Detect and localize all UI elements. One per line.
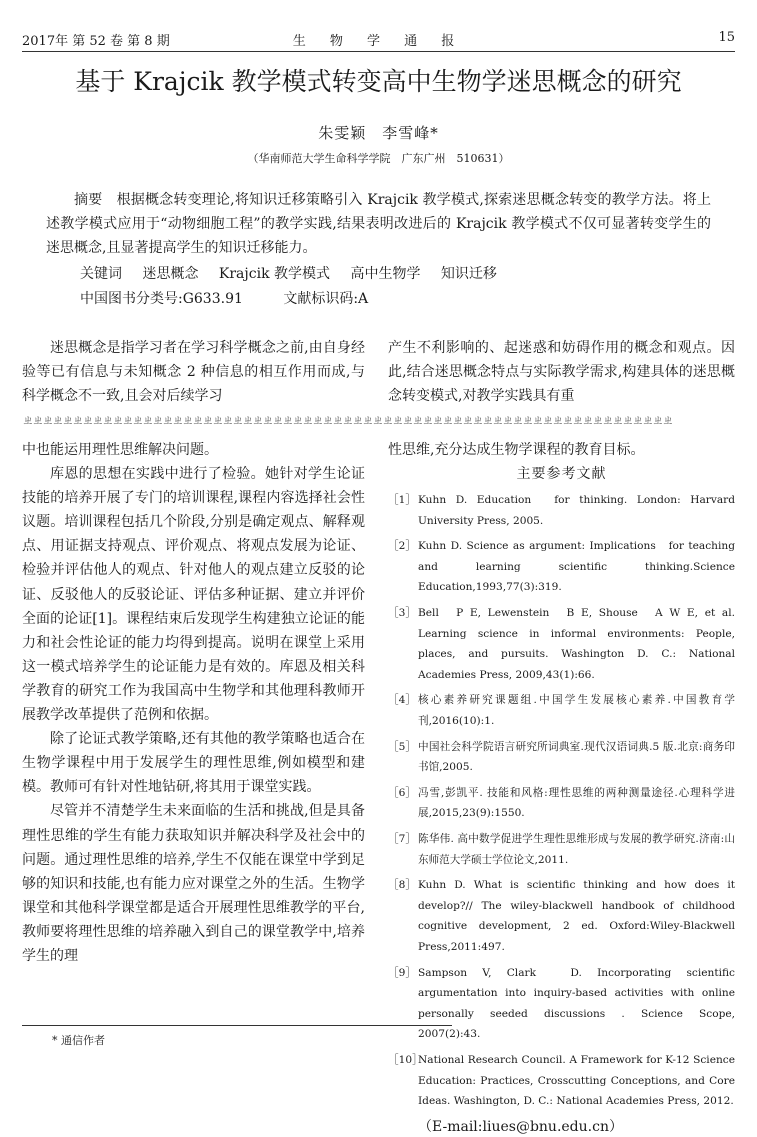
reference-item <box>388 690 735 731</box>
reference-text: Bell P E, Lewenstein B E, Shouse A W E, et al. Learning science in informal environments: People, places, and pursuits. Washington D. C.: National Academies Press, 2009,43(1):66. <box>418 607 735 681</box>
reference-number: ［3］ <box>388 607 416 620</box>
reference-text: Sampson V, Clark D. Incorporating scientific argumentation into inquiry-based activities with online personally seeded discussions . Science Scope, 2007(2):43. <box>418 966 735 1041</box>
affiliation: （华南师范大学生命科学学院 广东广州 510631） <box>247 152 510 165</box>
reference-item <box>388 963 735 1045</box>
reference-text: 冯雪,彭凯平. 技能和风格:理性思维的两种测量途径.心理科学进展,2015,23(9):1550. <box>418 786 735 820</box>
left-column <box>22 438 365 968</box>
paragraph: 尽管并不清楚学生未来面临的生活和挑战,但是具备理性思维的学生有能力获取知识并解决科学及社会中的问题。通过理性思维的培养,学生不仅能在课堂中学到足够的知识和技能,也有能力应对课堂之外的生活。生物学课堂和其他科学课堂都是适合开展理性思维教学的平台,教师要将理性思维的培养融入到自己的课堂教学中,培养学生的理 <box>22 803 365 964</box>
reference-item <box>388 490 746 531</box>
abstract <box>46 188 711 260</box>
reference-list <box>388 490 746 1112</box>
authors: 朱雯颖 李雪峰* <box>318 124 439 142</box>
paragraph: 库恩的思想在实践中进行了检验。她针对学生论证技能的培养开展了专门的培训课程,课程内容选择社会性议题。培训课程包括几个阶段,分别是确定观点、解释观点、用证据支持观点、评价观点、将观点发展为论证、检验并评估他人的观点、针对他人的观点建立反驳的论证、反驳他人的反驳论证、评估多种证据、建立并评价全面的论证[1]。课程结束后发现学生构建独立论证的能力和社会性论证的能力均得到提高。说明在课堂上采用这一模式培养学生的论证能力是有效的。库恩及相关科学教育的研究工作为我国高中生物学和其他理科教师开展教学改革提供了范例和依据。 <box>22 466 365 724</box>
reference-number: ［5］ <box>388 740 416 753</box>
reference-number: ［10］ <box>388 1053 423 1066</box>
reference-text: Kuhn D. What is scientific thinking and how does it develop?// The wiley-blackwell handbook of childhood cognitive development, 2 ed. Oxford:Wiley-Blackwell Press,2011:497. <box>418 879 735 953</box>
reference-text: 中国社会科学院语言研究所词典室.现代汉语词典.5 版.北京:商务印书馆,2005. <box>418 740 735 774</box>
running-header <box>22 30 735 48</box>
classification <box>80 287 368 311</box>
footnote-rule <box>22 1025 452 1026</box>
references-heading: 主要参考文献 <box>516 466 607 483</box>
intro-right-column <box>388 336 735 408</box>
paragraph: 性思维,充分达成生物学课程的教育目标。 <box>388 442 645 458</box>
issue-info: 2017年 第 52 卷 第 8 期 <box>22 34 170 49</box>
reference-number: ［8］ <box>388 879 416 892</box>
keyword: Krajcik 教学模式 <box>218 266 330 282</box>
reference-text: Kuhn D. Education for thinking. London: Harvard University Press, 2005. <box>418 494 746 527</box>
journal-name: 生 物 学 通 报 <box>292 34 465 49</box>
keywords <box>80 262 497 286</box>
intro-left-column <box>22 336 365 408</box>
reference-item <box>388 829 735 870</box>
reference-text: 陈华伟. 高中数学促进学生理性思维形成与发展的教学研究.济南:山东师范大学硕士学位论文,2011. <box>418 833 735 866</box>
reference-number: ［6］ <box>388 786 416 799</box>
keyword: 迷思概念 <box>142 266 199 282</box>
page-cut-divider: ㄓㄓㄓㄓㄓㄓㄓㄓㄓㄓㄓㄓㄓㄓㄓㄓㄓㄓㄓㄓㄓㄓㄓㄓㄓㄓㄓㄓㄓㄓㄓㄓㄓㄓㄓㄓㄓㄓㄓㄓㄓㄓㄓㄓㄓㄓㄓㄓㄓㄓㄓㄓㄓㄓㄓㄓㄓㄓㄓㄓㄓㄓㄓㄓㄓ <box>22 413 673 427</box>
reference-item <box>388 737 735 778</box>
reference-number: ［7］ <box>388 833 416 845</box>
reference-item <box>388 1050 735 1112</box>
paragraph: 产生不利影响的、起迷惑和妨碍作用的概念和观点。因此,结合迷思概念特点与实际教学需求,构建具体的迷思概念转变模式,对教学实践具有重 <box>388 340 735 405</box>
reference-number: ［2］ <box>388 540 416 553</box>
reference-item <box>388 536 746 598</box>
abstract-text: 摘要 根据概念转变理论,将知识迁移策略引入 Krajcik 教学模式,探索迷思概念转变的教学方法。将上述教学模式应用于“动物细胞工程”的教学实践,结果表明改进后的 Krajcik 教学模式不仅可显著转变学生的迷思概念,且显著提高学生的知识迁移能力。 <box>46 192 711 256</box>
keywords-label: 关键词 <box>80 266 122 282</box>
article-title: 基于 Krajcik 教学模式转变高中生物学迷思概念的研究 <box>75 67 682 96</box>
reference-text: National Research Council. A Framework for K-12 Science Education: Practices, Crosscutting Conceptions, and Core Ideas. Washington, D. C.: National Academies Press, 2012. <box>418 1053 735 1108</box>
paragraph: 迷思概念是指学习者在学习科学概念之前,由自身经验等已有信息与未知概念 2 种信息的相互作用而成,与科学概念不一致,且会对后续学习 <box>22 340 365 405</box>
reference-item <box>388 783 735 824</box>
reference-number: ［1］ <box>388 494 416 507</box>
page-number: 15 <box>718 30 735 45</box>
document-code: 文献标识码:A <box>283 291 369 307</box>
keyword: 知识迁移 <box>440 266 497 282</box>
reference-number: ［4］ <box>388 694 416 707</box>
reference-item <box>388 603 735 685</box>
paragraph: 除了论证式教学策略,还有其他的教学策略也适合在生物学课程中用于发展学生的理性思维,例如模型和建模。教师可有针对性地钻研,将其用于课堂实践。 <box>22 731 365 796</box>
clc-number: 中国图书分类号:G633.91 <box>80 291 243 307</box>
keyword: 高中生物学 <box>350 266 421 282</box>
reference-text: Kuhn D. Science as argument: Implications for teaching and learning scientific thinking.Science Education,1993,77(3):319. <box>418 540 746 594</box>
paragraph: 中也能运用理性思维解决问题。 <box>22 442 218 458</box>
reference-item <box>388 875 735 957</box>
contact-email: （E-mail:liues@bnu.edu.cn） <box>418 1118 623 1135</box>
reference-number: ［9］ <box>388 966 416 979</box>
reference-text: 核心素养研究课题组.中国学生发展核心素养.中国教育学刊,2016(10):1. <box>418 694 735 728</box>
right-column <box>388 438 746 1137</box>
footnote: * 通信作者 <box>52 1034 105 1047</box>
header-rule <box>22 51 735 52</box>
